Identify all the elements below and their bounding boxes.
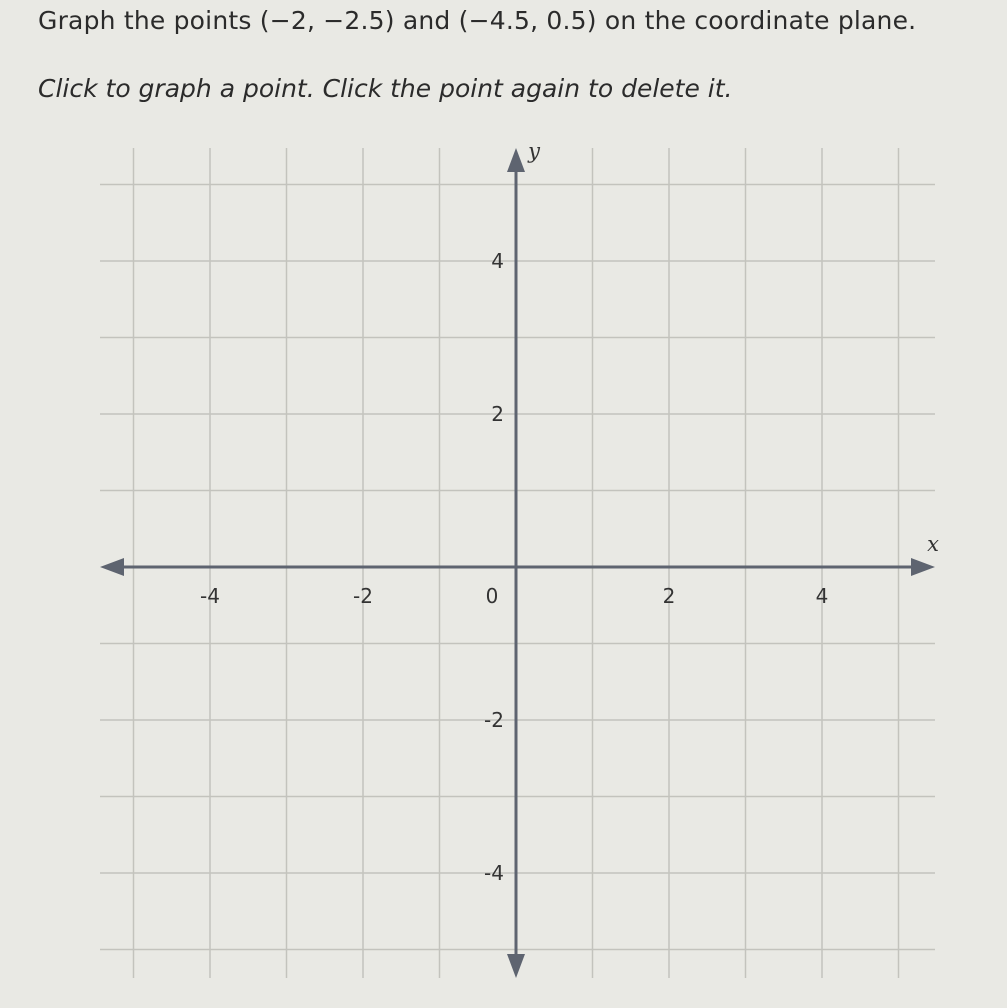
y-axis-bottom-arrow	[507, 954, 525, 978]
x-axis-left-arrow	[100, 558, 124, 576]
x-axis-right-arrow	[911, 558, 935, 576]
x-tick-label: 4	[815, 584, 829, 608]
y-axis-top-arrow	[507, 148, 525, 172]
y-tick-label: -2	[484, 708, 504, 732]
y-tick-label: 2	[491, 402, 504, 426]
point-1-coordinates: (−2, −2.5)	[259, 6, 395, 35]
x-axis-label: x	[927, 532, 939, 556]
x-tick-label: -2	[353, 584, 373, 608]
y-tick-label: 4	[491, 249, 504, 273]
question-middle: and	[394, 6, 459, 35]
y-tick-label: -4	[484, 861, 504, 885]
y-axis-label: y	[528, 139, 540, 163]
x-tick-label: 0	[485, 584, 499, 608]
question-suffix: on the coordinate plane.	[596, 6, 917, 35]
x-tick-label: 2	[662, 584, 676, 608]
instructions-text: Click to graph a point. Click the point again to delete it.	[38, 74, 733, 103]
question-prefix: Graph the points	[38, 6, 260, 35]
x-tick-label: -4	[200, 584, 220, 608]
point-2-coordinates: (−4.5, 0.5)	[458, 6, 597, 35]
